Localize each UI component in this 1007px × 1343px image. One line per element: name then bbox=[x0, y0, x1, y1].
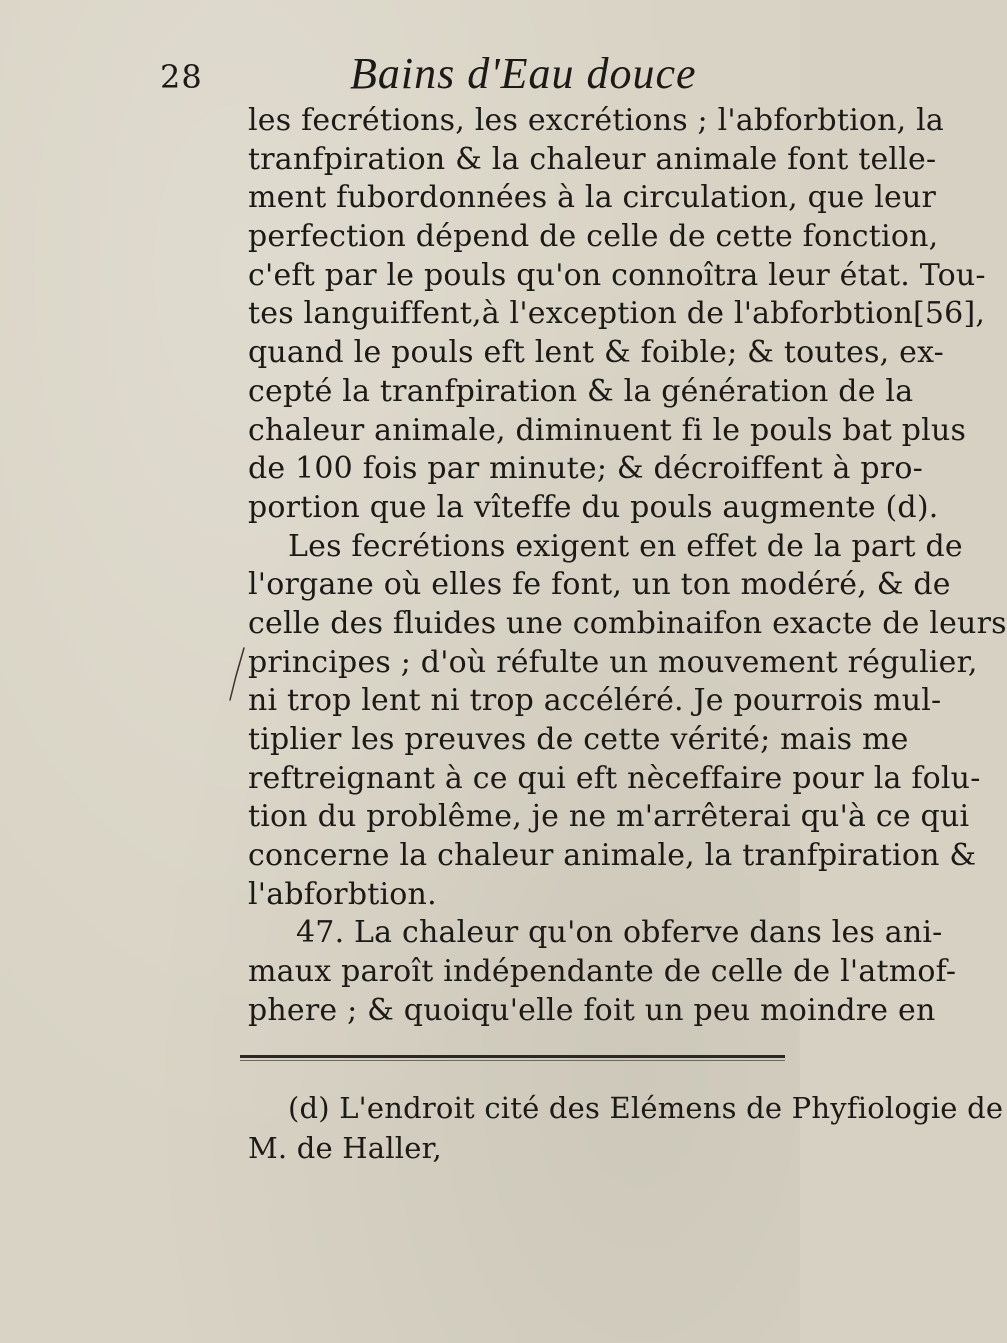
page-number: 28 bbox=[160, 58, 203, 96]
running-head bbox=[0, 40, 800, 100]
text-line: ment fubordonnées à la circulation, que leur bbox=[248, 180, 937, 216]
text-line: reftreignant à ce qui eft nèceffaire pour la folu- bbox=[248, 760, 981, 796]
body-text bbox=[248, 102, 1007, 1031]
text-line: perfection dépend de celle de cette fonction, bbox=[248, 219, 939, 255]
text-line: Les fecrétions exigent en effet de la part de bbox=[288, 528, 963, 564]
text-line: concerne la chaleur animale, la tranfpiration & bbox=[248, 838, 977, 874]
text-line: tiplier les preuves de cette vérité; mais me bbox=[248, 722, 909, 757]
text-line: tes languiffent,à l'exception de l'abforbtion[56], bbox=[248, 296, 986, 332]
running-title: Bains d'Eau douce bbox=[350, 49, 697, 98]
text-line: l'organe où elles fe font, un ton modéré, & de bbox=[248, 567, 951, 603]
footnote bbox=[248, 1088, 1004, 1168]
text-line: phere ; & quoiqu'elle foit un peu moindre en bbox=[248, 992, 936, 1028]
text-line: l'abforbtion. bbox=[248, 876, 437, 912]
text-line: celle des fluides une combinaifon exacte de leurs bbox=[248, 605, 1007, 641]
text-line: principes ; d'où réfulte un mouvement régulier, bbox=[248, 644, 978, 680]
text-line: c'eft par le pouls qu'on connoîtra leur état. Tou- bbox=[248, 257, 986, 293]
text-line: tion du problême, je ne m'arrêterai qu'à ce qui bbox=[248, 799, 970, 835]
footnote-line: (d) L'endroit cité des Elémens de Phyfiologie de bbox=[288, 1091, 1004, 1125]
text-line: tranfpiration & la chaleur animale font telle- bbox=[248, 141, 937, 177]
text-line: de 100 fois par minute; & décroiffent à pro- bbox=[248, 451, 923, 487]
text-line: maux paroît indépendante de celle de l'atmof- bbox=[248, 954, 957, 990]
text-line: chaleur animale, diminuent fi le pouls bat plus bbox=[248, 412, 967, 448]
text-line: les fecrétions, les excrétions ; l'abforbtion, la bbox=[248, 103, 945, 138]
text-line: portion que la vîteffe du pouls augmente (d). bbox=[248, 489, 939, 525]
text-line: cepté la tranfpiration & la génération de la bbox=[248, 373, 914, 409]
text-line: ni trop lent ni trop accéléré. Je pourrois mul- bbox=[248, 683, 942, 719]
footnote-line: M. de Haller, bbox=[248, 1131, 442, 1165]
text-line: quand le pouls eft lent & foible; & toutes, ex- bbox=[248, 335, 945, 371]
footnote-rule bbox=[240, 1055, 785, 1058]
text-line: 47. La chaleur qu'on obferve dans les ani- bbox=[296, 915, 943, 951]
margin-pencil-mark bbox=[226, 646, 250, 702]
